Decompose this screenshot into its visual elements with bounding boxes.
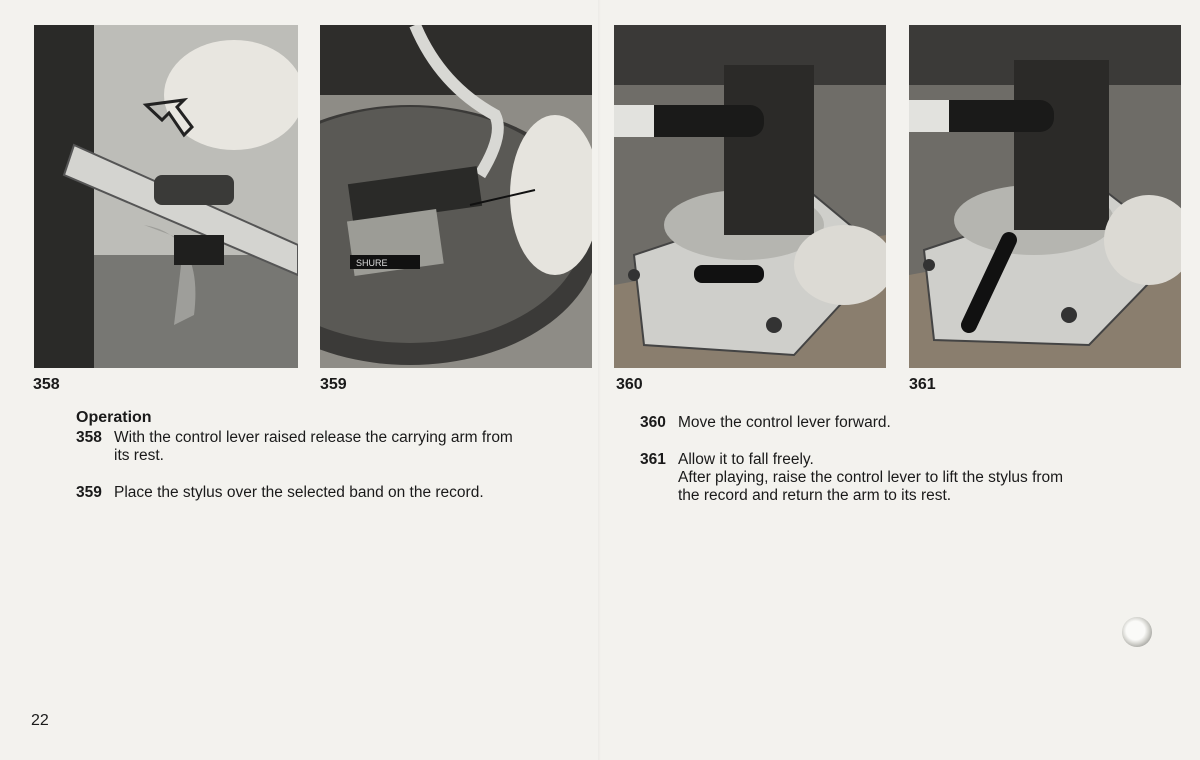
figure-number-360: 360	[616, 376, 643, 393]
photo-360-control-lever-forward	[614, 25, 886, 368]
figure-number-361: 361	[909, 376, 936, 393]
step-text-line: Place the stylus over the selected band on the record.	[114, 484, 484, 501]
photo-361-control-lever-lowered	[909, 25, 1181, 368]
step-number: 360	[640, 414, 666, 431]
binder-hole-icon	[1122, 617, 1152, 647]
stylus-over-record-photo-icon	[320, 25, 592, 368]
photo-359-stylus-over-record	[320, 25, 592, 368]
page-fold	[598, 0, 601, 760]
step-number: 361	[640, 451, 666, 468]
step-text-line: the record and return the arm to its rest.	[678, 487, 952, 504]
step-text-line: its rest.	[114, 447, 164, 464]
section-heading: Operation	[76, 409, 152, 426]
cartridge-brand-label: SHURE	[356, 258, 388, 268]
page-number: 22	[31, 712, 49, 729]
figure-number-358: 358	[33, 376, 60, 393]
step-text-line: With the control lever raised release the carrying arm from	[114, 429, 513, 446]
control-lever-lowered-photo-icon	[909, 25, 1181, 368]
control-lever-forward-photo-icon	[614, 25, 886, 368]
step-number: 359	[76, 484, 102, 501]
step-text-line: Allow it to fall freely.	[678, 451, 814, 468]
photo-358-tonearm-release	[34, 25, 298, 368]
tonearm-release-photo-icon	[34, 25, 298, 368]
step-text-line: Move the control lever forward.	[678, 414, 891, 431]
step-number: 358	[76, 429, 102, 446]
step-text-line: After playing, raise the control lever to lift the stylus from	[678, 469, 1064, 486]
figure-number-359: 359	[320, 376, 347, 393]
